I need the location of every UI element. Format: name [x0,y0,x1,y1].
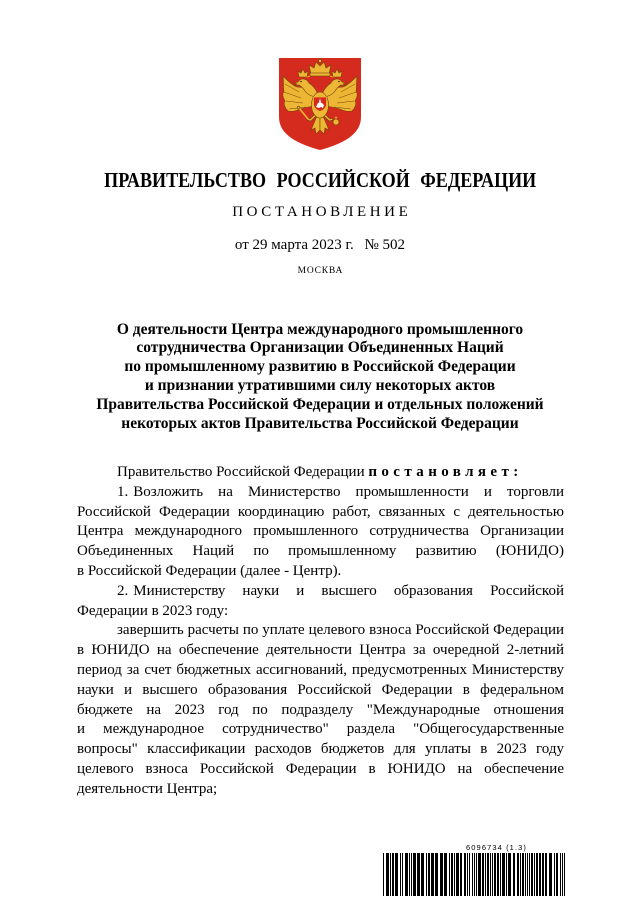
barcode-bar [549,853,552,896]
barcode-bar [383,853,384,896]
title-line: сотрудничества Организации Объединенных Наций [136,339,504,357]
barcode-bar [525,853,526,896]
barcode-bar [405,853,408,896]
barcode-bar [426,853,427,896]
item-1-line: Объединенных Наций по промышленному развитию (ЮНИДО) [77,543,564,560]
barcode-bar [562,853,563,896]
item-2-line: Федерации в 2023 году: [77,602,229,619]
barcode-bar [395,853,398,896]
barcode-icon [383,853,566,896]
subitem-line: период за счет бюджетных ассигнований, предусмотренных Министерству [77,661,564,678]
barcode-bar [529,853,530,896]
preamble-line [77,463,564,483]
barcode-bar [460,853,462,896]
barcode-bar [494,853,496,896]
barcode-bar [467,853,468,896]
barcode-bar [428,853,430,896]
city: МОСКВА [297,266,344,276]
title-line: некоторых актов Правительства Российской Федерации [121,414,519,432]
barcode-bar [409,853,410,896]
item-2-line [77,582,564,602]
barcode-bar [417,853,420,896]
barcode-bar [449,853,450,896]
barcode-bar [392,853,394,896]
barcode-bar [527,853,528,896]
title-line: по промышленному развитию в Российской Федерации [124,358,516,376]
barcode-bar [472,853,473,896]
barcode-bar [508,853,511,896]
barcode-bar [474,853,475,896]
barcode-bar [513,853,515,896]
barcode-bar [464,853,466,896]
item-text: Министерству науки и высшего образования Российской [133,582,564,599]
barcode-bar [421,853,424,896]
barcode-bar [478,853,481,896]
document-type: ПОСТАНОВЛЕНИЕ [232,204,412,220]
subitem-line: в ЮНИДО на обеспечение деятельности Центра за очередной 2-летний [77,642,564,659]
barcode-bar [492,853,493,896]
document-code: 6096734 (1.3) [466,843,528,852]
item-1-line: Российской Федерации координацию работ, связанных с деятельностью [77,503,564,520]
barcode-bar [402,853,403,896]
item-1-line [77,483,564,503]
barcode-bar [431,853,434,896]
barcode-bar [497,853,499,896]
document-title [0,321,640,434]
item-number: 2. [117,582,129,599]
barcode-bar [517,853,519,896]
subitem-line: завершить расчеты по уплате целевого взноса Российской Федерации [117,622,564,639]
government-title-row [0,167,640,193]
barcode-bar [539,853,541,896]
barcode-bar [440,853,443,896]
orb [333,119,339,125]
title-line: О деятельности Центра международного промышленного [116,320,524,338]
barcode-bar [564,853,565,896]
barcode-bar [542,853,544,896]
barcode-bar [454,853,455,896]
barcode-bar [500,853,501,896]
item-1-line: в Российской Федерации (далее - Центр). [77,562,342,579]
barcode-bar [413,853,416,896]
barcode-bar [482,853,484,896]
decree-word: постановляет: [368,464,523,480]
document-number: № 502 [364,237,406,253]
government-title: ПРАВИТЕЛЬСТВО РОССИЙСКОЙ ФЕДЕРАЦИИ [103,168,537,192]
barcode-bar [502,853,505,896]
barcode-bar [400,853,401,896]
item-text: Возложить на Министерство промышленности и торговли [133,483,564,500]
item-1-line: Центра международного промышленного сотрудничества Организации [77,523,564,540]
title-line: Правительства Российской Федерации и отдельных положений [96,395,544,413]
barcode-bar [534,853,535,896]
barcode-bar [536,853,538,896]
subitem-line: целевого взноса Российской Федерации в ЮНИДО на обеспечение [77,760,564,777]
barcode-bar [435,853,438,896]
barcode-bar [490,853,491,896]
preamble-text: Правительство Российской Федерации [117,464,365,480]
barcode-bar [456,853,459,896]
barcode-bar [522,853,524,896]
barcode-bar [476,853,477,896]
barcode-bar [451,853,453,896]
title-line: и признании утратившими силу некоторых актов [144,376,496,394]
barcode-bar [554,853,555,896]
subitem-line: и международное сотрудничество" раздела "Общегосударственные [77,721,564,738]
barcode-bar [386,853,389,896]
barcode-bar [444,853,447,896]
subitem-line: деятельности Центра; [77,780,218,797]
date-line [0,236,640,254]
russian-coat-of-arms-icon [278,57,362,151]
barcode-bar [520,853,521,896]
document-date: от 29 марта 2023 г. [234,237,354,253]
subitem-line: вопросы" классификации расходов бюджетов для уплаты в 2023 году [77,741,564,758]
subitem-line: бюджете на 2023 год по подразделу "Международные отношения [77,701,564,718]
barcode-bar [560,853,561,896]
barcode-bar [485,853,486,896]
document-body [77,463,564,800]
item-number: 1. [117,483,129,500]
barcode-bar [411,853,412,896]
barcode-bar [390,853,391,896]
barcode-bar [506,853,507,896]
subitem-line: науки и высшего образования Российской Федерации в федеральном [77,681,564,698]
barcode-bar [469,853,470,896]
barcode-bar [487,853,489,896]
barcode-bar [556,853,558,896]
barcode-bar [531,853,533,896]
barcode-bar [545,853,547,896]
